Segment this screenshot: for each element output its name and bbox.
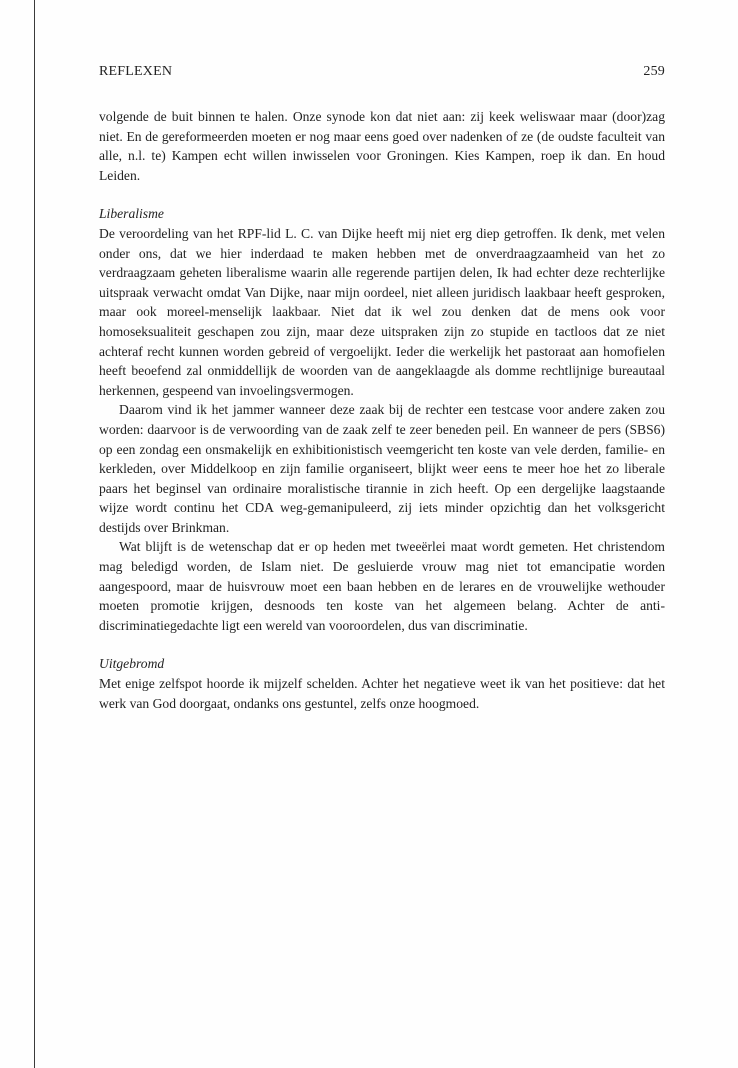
page-number: 259 [643,64,665,79]
running-header [99,64,665,84]
page-body [99,107,665,713]
section-liberalisme [99,204,665,635]
section-heading: Uitgebromd [99,656,165,672]
section-uitgebromd [99,654,665,713]
page-edge-line [34,0,35,1068]
running-title: REFLEXEN [99,64,173,79]
section-heading: Liberalisme [99,206,164,222]
body-paragraph: Wat blijft is de wetenschap dat er op heden met tweeërlei maat wordt gemeten. Het christendom mag beledigd worden, de Islam niet. De gesluierde vrouw mag niet tot emancipatie worden aangespoord, maar de huisvrouw moet een baan hebben en de lerares en de vrouwelijke wethouder moeten promotie krijgen, desnoods ten koste van het algemeen belang. Achter de anti-discriminatiegedachte ligt een wereld van vooroordelen, dus van discriminatie. [99,539,665,633]
body-paragraph: Met enige zelfspot hoorde ik mijzelf schelden. Achter het negatieve weet ik van het positieve: dat het werk van God doorgaat, ondanks ons gestuntel, zelfs onze hoogmoed. [99,676,665,711]
intro-paragraph: volgende de buit binnen te halen. Onze synode kon dat niet aan: zij keek weliswaar maar (door)zag niet. En de gereformeerden moeten er nog maar eens goed over nadenken of ze (de oudste faculteit van alle, n.l. te) Kampen echt willen inwisselen voor Groningen. Kies Kampen, roep ik dan. En houd Leiden. [99,109,665,183]
body-paragraph: De veroordeling van het RPF-lid L. C. van Dijke heeft mij niet erg diep getroffen. Ik denk, met velen onder ons, dat we hier inderdaad te maken hebben met de onverdraagzaamheid van het zo verdraagzaam geheten liberalisme waarin alle regerende partijen delen, Ik had echter deze rechterlijke uitspraak verwacht omdat Van Dijke, naar mijn oordeel, niet alleen juridisch laakbaar heeft gesproken, maar ook moreel-menselijk laakbaar. Niet dat ik wel zou denken dat de mens ook voor homoseksualiteit geschapen zou zijn, maar deze uitspraken zijn zo stupide en tactloos dat ze niet achteraf recht kunnen worden gebreid of vergoelijkt. Ieder die werkelijk het pastoraat aan homofielen heeft beoefend zal onmiddellijk de woorden van de aangeklaagde als domme rechtlijnige bureautaal herkennen, gespeend van invoelingsvermogen. [99,225,665,398]
body-paragraph: Daarom vind ik het jammer wanneer deze zaak bij de rechter een testcase voor andere zaken zou worden: daarvoor is de verwoording van de zaak zelf te zeer beneden peil. En wanneer de pers (SBS6) op een zondag een onsmakelijk en exhibitionistisch veemgericht ten koste van vele derden, familie- en kerkleden, over Middelkoop en zijn familie organiseert, blijkt weer eens te meer hoe het zo liberale paars het beginsel van ordinaire moralistische tirannie in zich heeft. Op een dergelijke laagstaande wijze wordt continu het CDA weg-gemanipuleerd, zij iets minder opzichtig dan het volksgericht destijds over Brinkman. [99,402,665,535]
